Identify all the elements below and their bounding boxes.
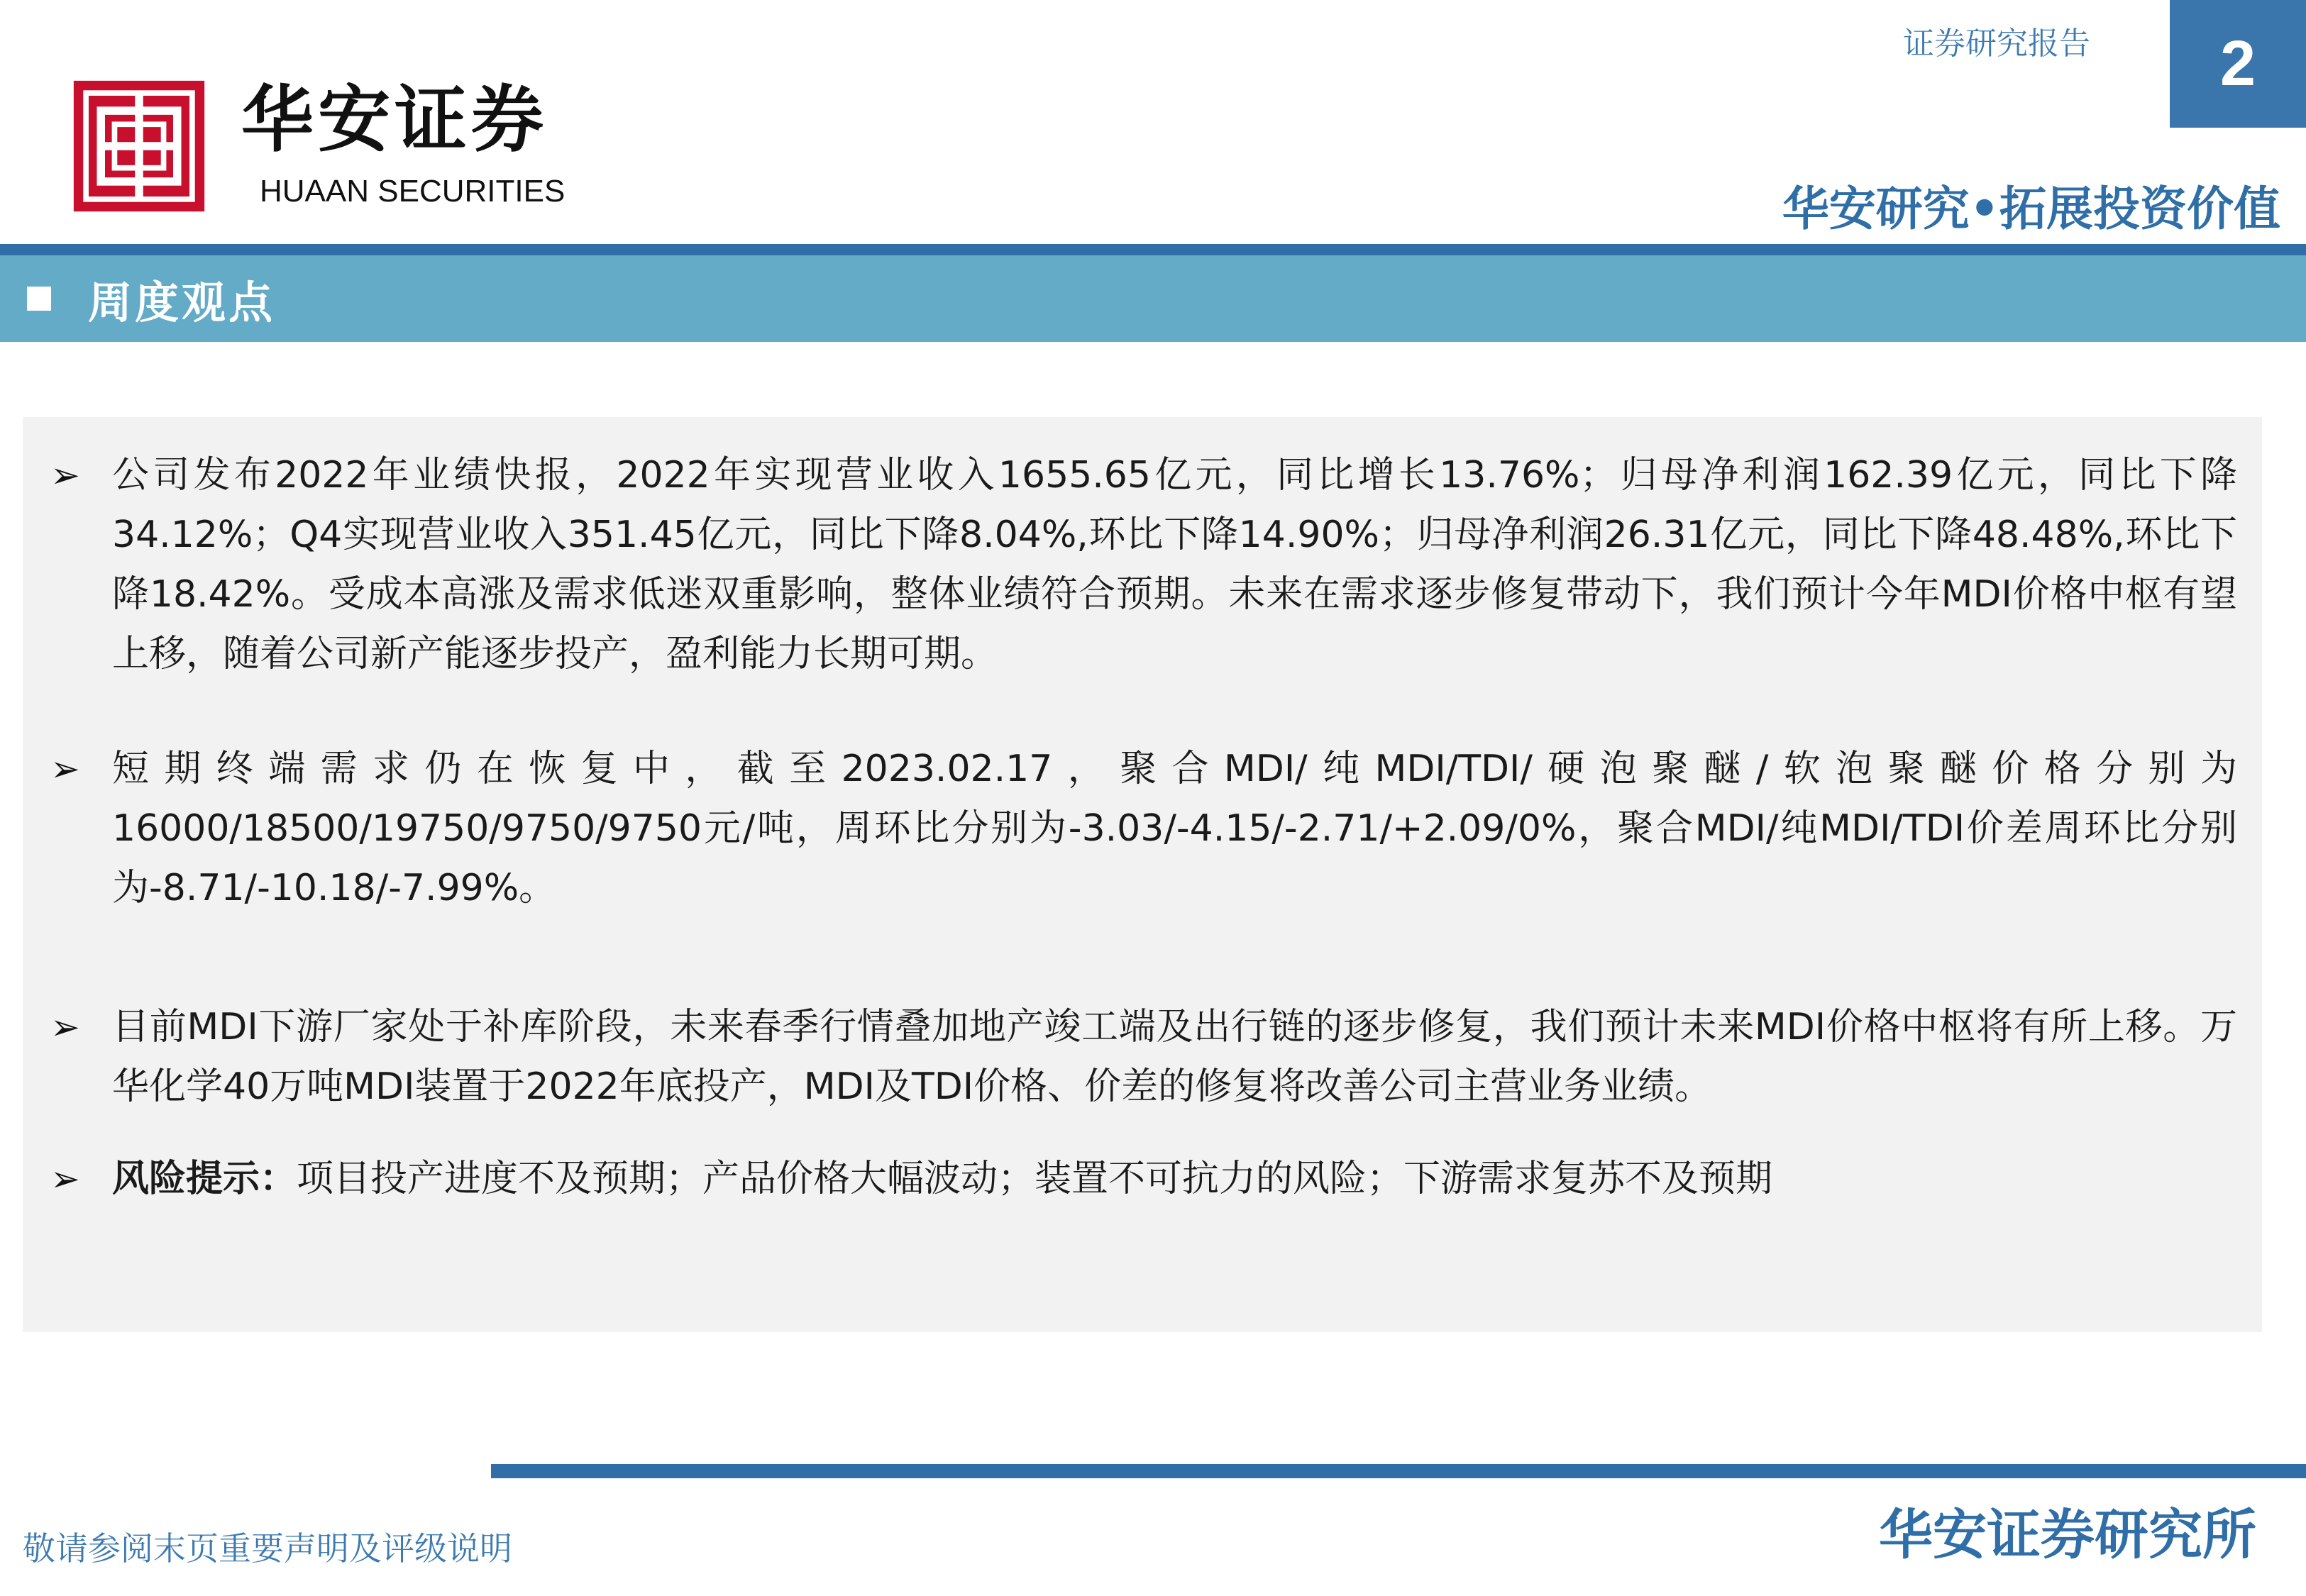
- square-bullet-icon: [27, 287, 51, 311]
- section-header: [0, 255, 2306, 342]
- arrow-bullet-icon: ➢: [50, 748, 80, 789]
- risk-text: 项目投产进度不及预期；产品价格大幅波动；装置不可抗力的风险；下游需求复苏不及预期: [297, 1158, 1773, 1200]
- report-type-label: 证券研究报告: [1903, 26, 2090, 62]
- bullet-text: 目前MDI下游厂家处于补库阶段，未来春季行情叠加地产竣工端及出行链的逐步修复，我们预计未来MDI价格中枢将有所上移。万华化学40万吨MDI装置于2022年底投产，MDI及TDI价格、价差的修复将改善公司主营业务业绩。: [112, 1006, 2237, 1108]
- institute-name: 华安证券研究所: [1879, 1503, 2256, 1566]
- disclaimer-link: 敬请参阅末页重要声明及评级说明: [23, 1529, 512, 1568]
- arrow-bullet-icon: ➢: [50, 455, 80, 496]
- footer-divider: [491, 1464, 2306, 1478]
- risk-label: 风险提示：: [112, 1158, 297, 1200]
- bullet-text: 短期终端需求仍在恢复中，截至2023.02.17，聚合MDI/纯MDI/TDI/硬泡聚醚/软泡聚醚价格分别为16000/18500/19750/9750/9750元/吨，周环比分别为-3.03/-4.15/-2.71/+2.09/0%，聚合MDI/纯MDI/TDI价差周环比分别为-8.71/-10.18/-7.99%。: [112, 748, 2237, 909]
- arrow-bullet-icon: ➢: [50, 1158, 80, 1199]
- bullet-text: [112, 1149, 2237, 1209]
- content-panel: [23, 417, 2262, 1332]
- bullet-text: 公司发布2022年业绩快报，2022年实现营业收入1655.65亿元，同比增长13.76%；归母净利润162.39亿元，同比下降34.12%；Q4实现营业收入351.45亿元，同比下降8.04%,环比下降14.90%；归母净利润26.31亿元，同比下降48.48%,环比下降18.42%。受成本高涨及需求低迷双重影响，整体业绩符合预期。未来在需求逐步修复带动下，我们预计今年MDI价格中枢有望上移，随着公司新产能逐步投产，盈利能力长期可期。: [112, 454, 2237, 675]
- arrow-bullet-icon: ➢: [50, 1007, 80, 1048]
- page-number-badge: 2: [2170, 0, 2306, 128]
- section-title: 周度观点: [88, 276, 276, 328]
- company-logo-icon: [71, 78, 207, 214]
- header-divider: [0, 244, 2306, 255]
- slogan: 华安研究•拓展投资价值: [1782, 182, 2280, 236]
- brand-name-en: HUAAN SECURITIES: [260, 174, 566, 209]
- brand-name-cn: 华安证券: [241, 77, 548, 162]
